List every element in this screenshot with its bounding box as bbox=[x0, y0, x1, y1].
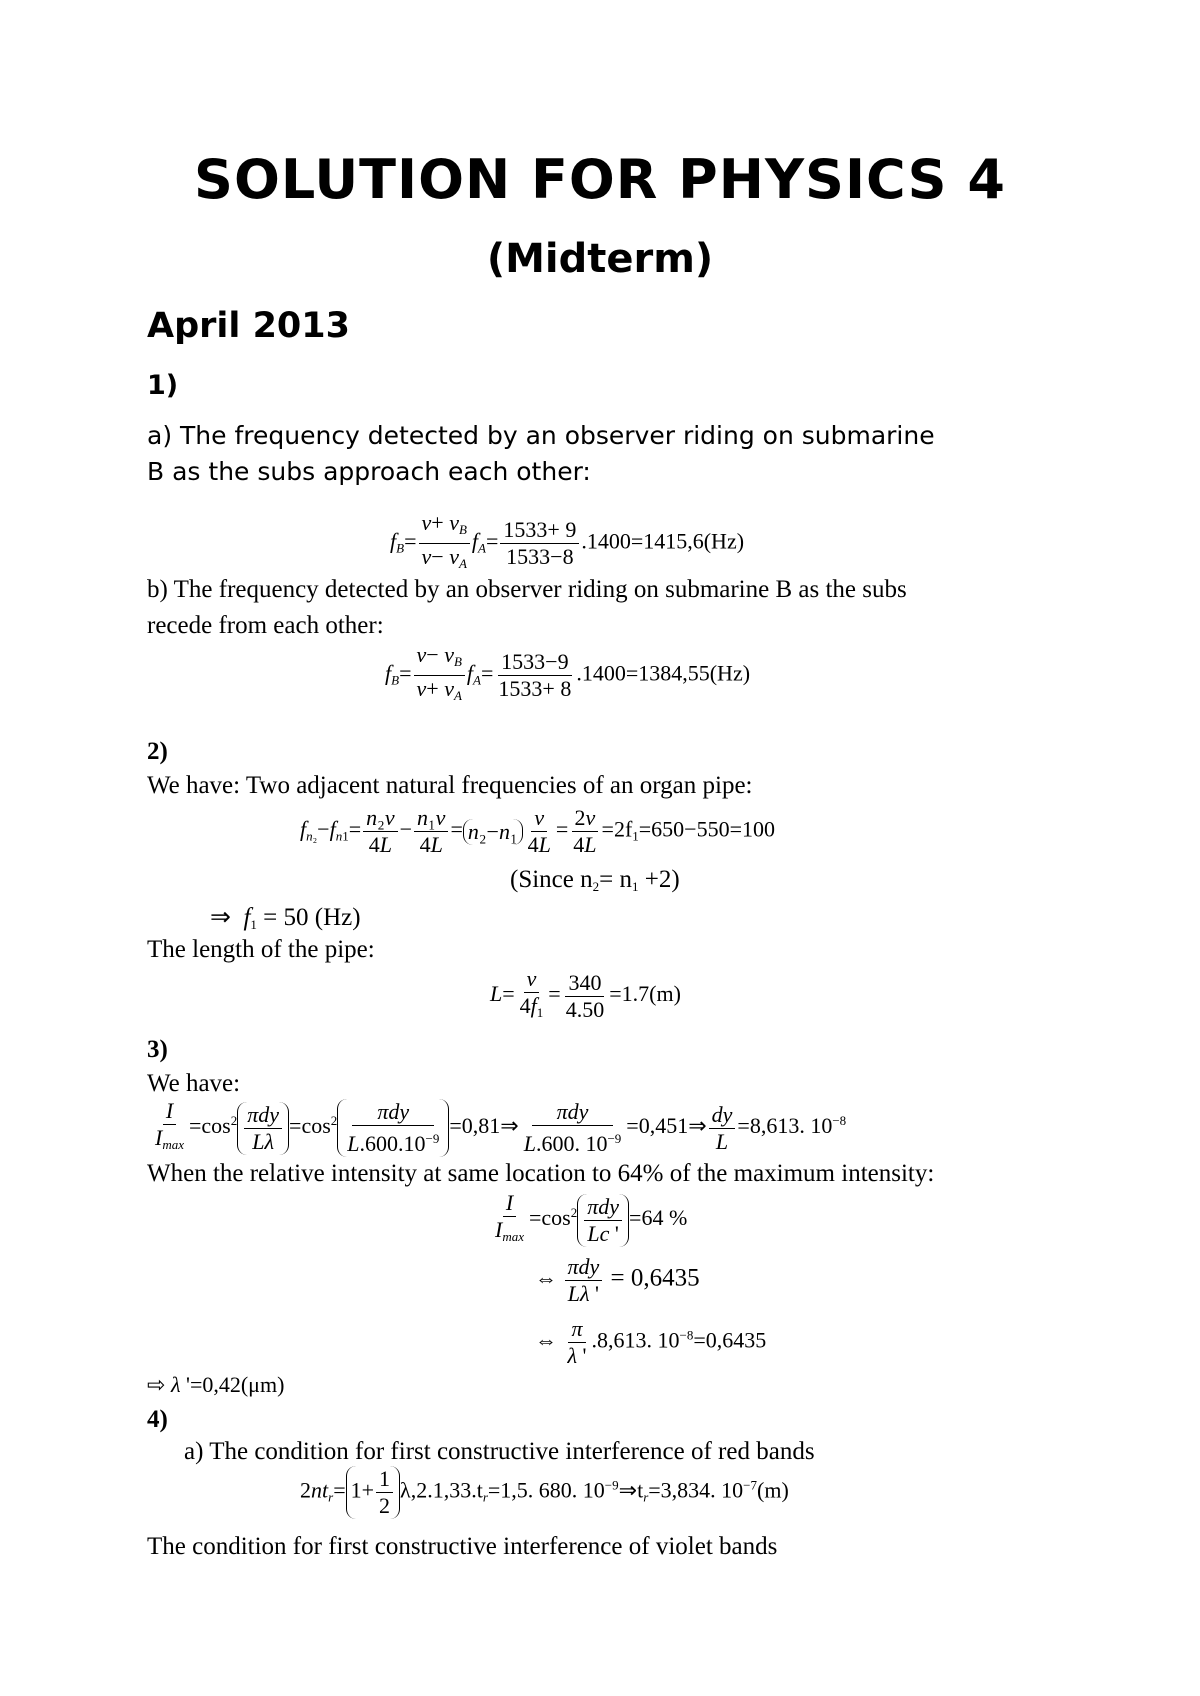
q3-equation3: ⇔ $\frac{\text{πdy}}{L\lambda '}$ = 0,6435 bbox=[535, 1254, 700, 1306]
q4-a-eq-result-exp: −7 bbox=[743, 1477, 758, 1493]
q3-eq1-part2: =0,451⇒ bbox=[626, 1113, 707, 1139]
q4-violet-text: The condition for first constructive interference of violet bands bbox=[147, 1533, 778, 1560]
q3-eq1-part1: =0,81⇒ bbox=[449, 1113, 519, 1139]
q2-f1-result: = 50 (Hz) bbox=[256, 904, 361, 931]
q3-equation4: ⇔ $\frac{\pi}{\lambda '}$ .8,613. $10^{-8}=0,6435$ bbox=[535, 1316, 767, 1368]
q3-lambda-line: ⇨ λ '=0,42(μm) bbox=[147, 1372, 285, 1397]
iff-icon-2: ⇔ bbox=[535, 1327, 557, 1353]
iff-icon: ⇔ bbox=[535, 1265, 557, 1291]
document-subtitle: (Midterm) bbox=[486, 236, 714, 282]
q3-eq2-result: =64 % bbox=[629, 1205, 688, 1231]
q1-b-equation: $f_B=$ $\frac{v- v_B}{v+ v_A}$ $f_A=$ $\frac{1533-9}{1533+ 8}$ .1400=1384,55(Hz) bbox=[385, 642, 751, 703]
q2-since: (Since $n_2= n_1 +2$) bbox=[510, 866, 680, 894]
q2-eq-tail: =2f bbox=[601, 816, 633, 842]
q3-eq1-result: =8,613. 10 bbox=[737, 1113, 833, 1139]
q2-since-mid: = n bbox=[599, 866, 632, 893]
q3-lambda-result: =0,42(μm) bbox=[189, 1372, 285, 1397]
q1-b-text-line2: recede from each other: bbox=[147, 612, 384, 639]
q2-intro: We have: Two adjacent natural frequencies of an organ pipe: bbox=[147, 772, 753, 799]
q2-since-start: (Since n bbox=[510, 866, 593, 893]
q2-length-text: The length of the pipe: bbox=[147, 936, 375, 963]
q2-since-tail: +2) bbox=[644, 866, 680, 893]
q2-label: 2) bbox=[147, 738, 168, 765]
q4-a-eq-unit: (m) bbox=[757, 1477, 789, 1503]
q1-a-text-line1: a) The frequency detected by an observer riding on submarine bbox=[147, 421, 935, 450]
q4-a-eq-mid: =1,5. 680. 10 bbox=[487, 1477, 605, 1503]
q3-label: 3) bbox=[147, 1036, 168, 1063]
q2-f1-line: ⇒ $f_1 = 50$ (Hz) bbox=[210, 904, 361, 932]
q4-a-eq-exp: −9 bbox=[604, 1477, 619, 1493]
q1-a-equation: $f_B=$ $\frac{v+ v_B}{v- v_A}$ $f_A=$ $\frac{1533+ 9}{1533-8}$ .1400=1415,6(Hz) bbox=[390, 510, 745, 571]
q1-a-result: .1400=1415,6(Hz) bbox=[581, 528, 745, 554]
q3-eq4-exp: −8 bbox=[679, 1327, 694, 1343]
q2-eq-result: =650−550=100 bbox=[638, 816, 775, 842]
q4-a-text: a) The condition for first constructive interference of red bands bbox=[184, 1438, 815, 1465]
q3-intro: We have: bbox=[147, 1070, 241, 1097]
q4-a-eq-result: =3,834. 10 bbox=[648, 1477, 744, 1503]
q1-a-text bbox=[147, 418, 935, 490]
document-date: April 2013 bbox=[147, 306, 350, 346]
q1-b-text bbox=[147, 572, 907, 644]
q3-equation2: $\frac{I}{I_{max}}$ $=\cos^2$ $\frac{\text{πdy}}{Lc '}$ =64 % bbox=[495, 1190, 688, 1246]
q3-eq3-result: = 0,6435 bbox=[604, 1264, 700, 1292]
q1-b-text-line1: b) The frequency detected by an observer riding on submarine B as the subs bbox=[147, 576, 907, 603]
document-title: SOLUTION FOR PHYSICS 4 bbox=[194, 148, 1006, 211]
q3-eq1-exp: −8 bbox=[832, 1113, 847, 1129]
q2-equation: $f_{n_2}-f_{n1}=$ $\frac{\text{n₂v}}{4L}$ − $\frac{\text{n₁v}}{4L}$ = n₂−n₁ $\frac{v}{4L}$ = $\frac{2v}{4L}$ $=2f_1=650-550=100$ bbox=[300, 805, 775, 857]
q1-label: 1) bbox=[147, 370, 179, 401]
q2-length-result: =1.7(m) bbox=[609, 981, 681, 1007]
q3-eq4-result: =0,6435 bbox=[693, 1327, 767, 1353]
q3-eq4-mid: .8,613. 10 bbox=[591, 1327, 680, 1353]
q4-a-equation: $2nt_r= 1+$ $\frac{1}{2}$ $\lambda,2.1,33.t_r=1,5$. 680. $10^{-9}\Rightarrow t_r=3,834$. $10^{-7}(m)$ bbox=[300, 1466, 789, 1518]
implies-icon: ⇒ bbox=[210, 904, 231, 931]
arrow-right-icon: ⇨ bbox=[147, 1372, 166, 1397]
q4-label: 4) bbox=[147, 1406, 168, 1433]
q4-a-eq-arrow: ⇒t bbox=[618, 1477, 644, 1503]
q3-equation1: $\frac{I}{I_{max}}$ $=\cos^2$ $\frac{\text{πdy}}{L\lambda}$ $=\cos^2$ $\frac{\text{πdy}}{L.600.10^{-9}}$ =0,81⇒ $\frac{\text{πdy}}{L.600. 10^{-9}}$ =0,451⇒ $\frac{dy}{L}$ =8,613. $10^{-8}$ bbox=[155, 1098, 847, 1156]
q2-length-equation: L= $\frac{v}{4f_1}$ = $\frac{340}{4.50}$ =1.7(m) bbox=[490, 966, 681, 1022]
q1-a-text-line2: B as the subs approach each other: bbox=[147, 457, 591, 486]
q3-relative-text: When the relative intensity at same location to 64% of the maximum intensity: bbox=[147, 1160, 935, 1187]
q1-b-result: .1400=1384,55(Hz) bbox=[576, 660, 751, 686]
q4-a-eq: λ,2.1,33.t bbox=[400, 1477, 483, 1503]
